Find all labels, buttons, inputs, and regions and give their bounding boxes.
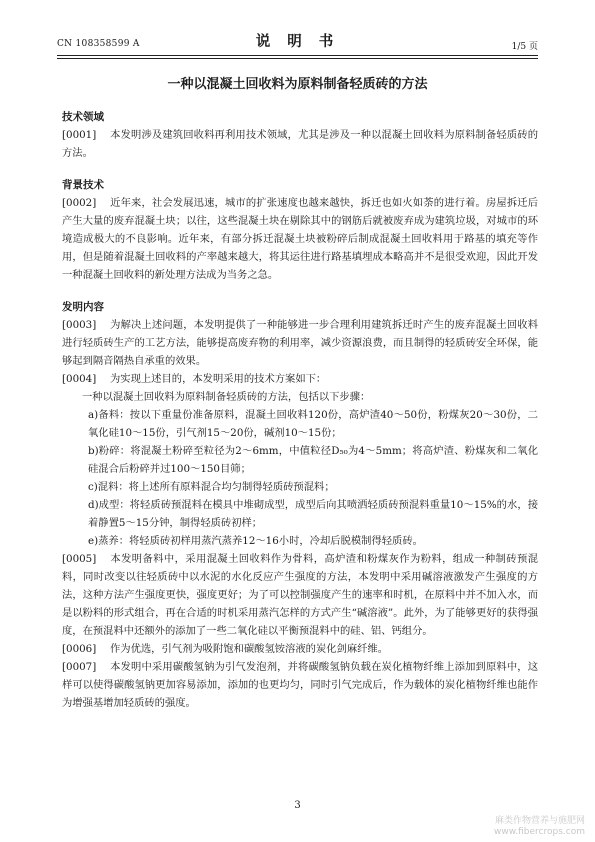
header-rule-thick <box>57 55 538 56</box>
step-d: d)成型：将轻质砖预混料在模具中堆砌成型，成型后向其喷洒轻质砖预混料重量10～15%的水，接着静置5～15分钟，制得轻质砖初样； <box>88 499 538 529</box>
paragraph-text: 为解决上述问题，本发明提供了一种能够进一步合理利用建筑拆迁时产生的废弃混凝土回收料进行轻质砖生产的工艺方法，能够提高废弃物的利用率，减少资源浪费，而且制得的轻质砖安全环保，能够起到隔音隔热自承重的效果。 <box>62 319 538 367</box>
paragraph-text: 本发明涉及建筑回收料再利用技术领域，尤其是涉及一种以混凝土回收料为原料制备轻质砖的方法。 <box>62 129 538 159</box>
section-heading-tech-field: 技术领域 <box>62 111 104 123</box>
paragraph-text: 本发明备料中，采用混凝土回收料作为骨料，高炉渣和粉煤灰作为粉料，组成一种制砖预混料，同时改变以往轻质砖中以水泥的水化反应产生强度的方法，本发明中采用碱溶液激发产生强度的方法，这种方法产生强度更快，强度更好；为了可以控制强度产生的速率和时机，在原料中并不加入水，而是以粉料的形式组合，再在合适的时机采用蒸汽怎样的方式产生“碱溶液”。此外，为了能够更好的获得强度，在预混料中还额外的添加了一些二氧化硅以平衡预混料中的硅、铝、钙组分。 <box>62 553 538 637</box>
paragraph-0007 <box>62 658 538 712</box>
paragraph-text: 本发明中采用碳酸氢钠为引气发泡剂，并将碳酸氢钠负载在炭化植物纤维上添加到原料中，这样可以使得碳酸氢钠更加容易添加，添加的也更均匀，同时引气完成后，作为载体的炭化植物纤维也能作为增强基增加轻质砖的强度。 <box>62 661 538 709</box>
document-title: 一种以混凝土回收料为原料制备轻质砖的方法 <box>167 77 428 92</box>
body-content <box>62 108 538 712</box>
paragraph-0006 <box>62 640 538 658</box>
watermark-line2: www.fibercrops.com <box>494 827 585 837</box>
paragraph-0004 <box>62 370 538 388</box>
step-a: a)备料：按以下重量份准备原料，混凝土回收料120份，高炉渣40～50份，粉煤灰20～30份，二氧化硅10～15份，引气剂15～20份，碱剂10～15份； <box>88 409 538 439</box>
paragraph-number: [0003] <box>62 319 97 331</box>
paragraph-number: [0007] <box>62 661 97 673</box>
paragraph-number: [0006] <box>62 643 97 655</box>
page-indicator: 1/5 页 <box>511 42 538 52</box>
paragraph-text: 为实现上述目的，本发明采用的技术方案如下： <box>110 373 327 385</box>
step-c: c)混料：将上述所有原料混合均匀制得轻质砖预混料； <box>88 481 335 493</box>
paragraph-0005 <box>62 550 538 640</box>
paragraph-number: [0002] <box>62 197 97 209</box>
step-e: e)蒸养：将轻质砖初样用蒸汽蒸养12～16小时，冷却后脱模制得轻质砖。 <box>88 535 423 547</box>
paragraph-number: [0004] <box>62 373 97 385</box>
document-type-heading: 说 明 书 <box>255 33 340 50</box>
paragraph-0003 <box>62 316 538 370</box>
watermark <box>494 816 585 838</box>
paragraph-text: 作为优选，引气剂为吸附饱和碳酸氢铵溶液的炭化剑麻纤维。 <box>110 643 389 655</box>
watermark-line1: 麻类作物营养与施肥网 <box>494 816 585 826</box>
paragraph-number: [0005] <box>62 553 97 565</box>
step-b: b)粉碎：将混凝土粉碎至粒径为2～6mm，中值粒径D₅₀为4～5mm；将高炉渣、粉煤灰和二氧化硅混合后粉碎并过100～150目筛； <box>88 445 538 475</box>
paragraph-number: [0001] <box>62 129 97 141</box>
paragraph-text: 近年来，社会发展迅速，城市的扩张速度也越来越快，拆迁也如火如荼的进行着。房屋拆迁后产生大量的废弃混凝土块；以往，这些混凝土块在剔除其中的钢筋后就被废弃成为建筑垃圾，对城市的环境造成极大的不良影响。近年来，有部分拆迁混凝土块被粉碎后制成混凝土回收料用于路基的填充等作用，但是随着混凝土回收料的产率越来越大，将其运往进行路基填埋成本略高并不是很受欢迎，因此开发一种混凝土回收料的新处理方法成为当务之急。 <box>62 197 538 281</box>
paragraph-0002 <box>62 194 538 284</box>
header-rule-thin <box>57 58 538 59</box>
section-heading-background: 背景技术 <box>62 179 104 191</box>
page-number: 3 <box>294 800 301 811</box>
patent-number: CN 108358599 A <box>57 39 140 49</box>
method-intro: 一种以混凝土回收料为原料制备轻质砖的方法，包括以下步骤： <box>82 391 371 403</box>
paragraph-0001 <box>62 126 538 162</box>
section-heading-invention: 发明内容 <box>62 301 104 313</box>
